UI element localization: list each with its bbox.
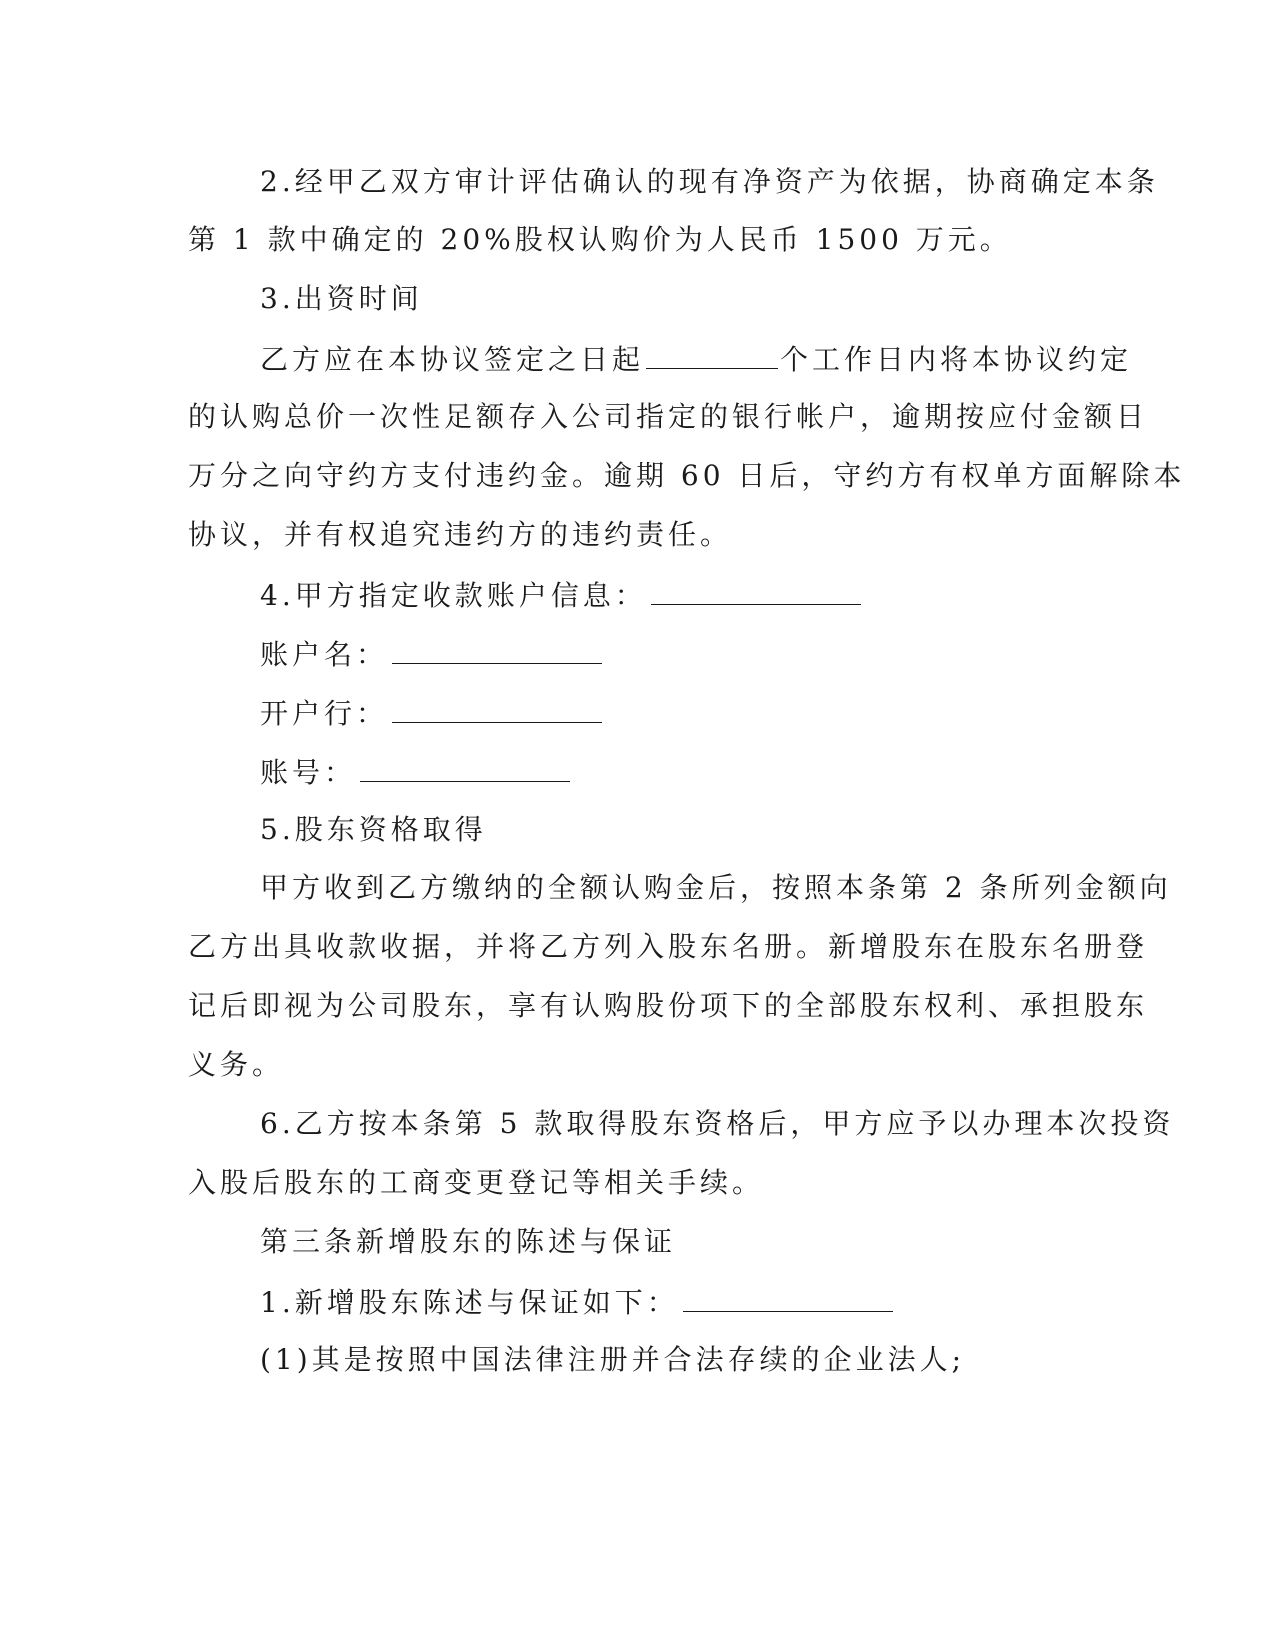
clause-6-text-line-1: 6.乙方按本条第 5 款取得股东资格后，甲方应予以办理本次投资: [260, 1107, 1175, 1140]
clause-4-heading: [260, 574, 1068, 614]
clause-3-text-line-3: 万分之向守约方支付违约金。逾期 60 日后，守约方有权单方面解除本: [188, 459, 1186, 492]
account-name-row: [260, 633, 1068, 673]
clause-3-heading: 3.出资时间: [260, 282, 423, 315]
account-number-label: 账号：: [260, 756, 357, 789]
account-name-blank-field: [392, 633, 602, 664]
clause-5-text-line-4: 义务。: [188, 1048, 285, 1081]
clause-5-text-line-2: 乙方出具收款收据，并将乙方列入股东名册。新增股东在股东名册登: [188, 930, 1149, 963]
account-number-blank-field: [360, 751, 570, 782]
account-number-row: [260, 751, 1068, 791]
clause-4-heading-text: 4.甲方指定收款账户信息：: [260, 579, 647, 612]
representation-blank-field: [683, 1281, 893, 1312]
article-3-heading: 第三条新增股东的陈述与保证: [260, 1225, 677, 1258]
clause-5-text-line-1: 甲方收到乙方缴纳的全额认购金后，按照本条第 2 条所列金额向: [260, 871, 1172, 904]
clause-6-text-line-2: 入股后股东的工商变更登记等相关手续。: [188, 1166, 765, 1199]
account-info-blank-field: [651, 574, 861, 605]
clause-5-heading: 5.股东资格取得: [260, 813, 487, 846]
clause-2-text-line-1: 2.经甲乙双方审计评估确认的现有净资产为依据，协商确定本条: [260, 165, 1159, 198]
clause-3-text-after-blank: 个工作日内将本协议约定: [780, 343, 1133, 376]
clause-3-text-line-4: 协议，并有权追究违约方的违约责任。: [188, 518, 733, 551]
article-3-item-1-text: 1.新增股东陈述与保证如下：: [260, 1286, 679, 1319]
clause-3-text-before-blank: 乙方应在本协议签定之日起: [260, 343, 645, 376]
article-3-item-1: [260, 1281, 1068, 1321]
clause-2-text-line-2: 第 1 款中确定的 20%股权认购价为人民币 1500 万元。: [188, 223, 1012, 256]
account-name-label: 账户名：: [260, 638, 389, 671]
clause-3-text-line-1: [260, 338, 1133, 378]
bank-row: [260, 692, 1068, 732]
days-blank-field: [646, 338, 778, 369]
clause-3-text-line-2: 的认购总价一次性足额存入公司指定的银行帐户，逾期按应付金额日: [188, 400, 1149, 433]
bank-label: 开户行：: [260, 697, 389, 730]
article-3-sub-item-1: (1)其是按照中国法律注册并合法存续的企业法人;: [260, 1343, 966, 1376]
bank-blank-field: [392, 692, 602, 723]
clause-5-text-line-3: 记后即视为公司股东，享有认购股份项下的全部股东权利、承担股东: [188, 989, 1149, 1022]
